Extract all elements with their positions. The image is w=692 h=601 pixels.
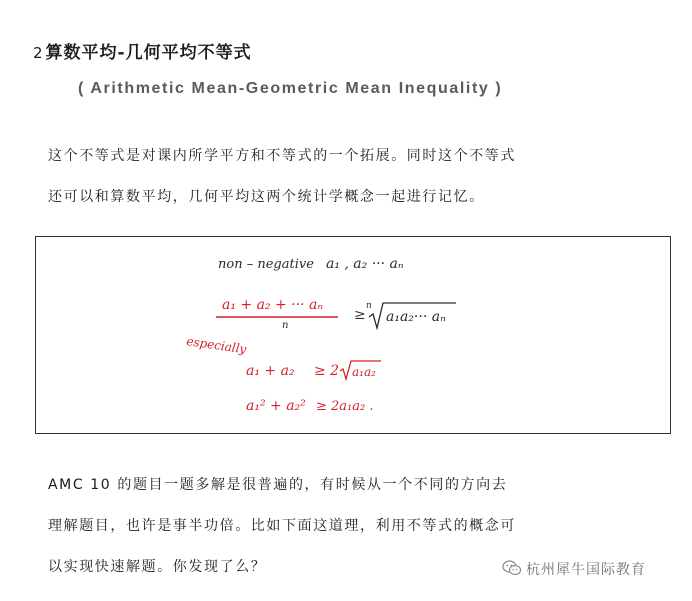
amgm-relation: ≥ bbox=[354, 307, 366, 323]
case1-lhs: a₁ + a₂ bbox=[246, 363, 295, 379]
formula-drawing bbox=[36, 237, 672, 435]
condition-label: non – negative bbox=[218, 257, 314, 272]
case2-lhs: a₁² + a₂² bbox=[246, 398, 306, 414]
case1-rhs-prefix: ≥ 2 bbox=[314, 363, 340, 379]
watermark-text: 杭州犀牛国际教育 bbox=[526, 562, 646, 578]
section-number: 2 bbox=[33, 44, 44, 62]
outro-line-2: 理解题目，也许是事半功倍。比如下面这道理，利用不等式的概念可 bbox=[48, 518, 516, 534]
condition-vars: a₁ , a₂ ··· aₙ bbox=[326, 256, 404, 272]
outro-line-1: AMC 10 的题目一题多解是很普遍的，有时候从一个不同的方向去 bbox=[48, 477, 508, 493]
outro-line-3: 以实现快速解题。你发现了么？ bbox=[48, 559, 267, 575]
intro-line-2: 还可以和算数平均，几何平均这两个统计学概念一起进行记忆。 bbox=[48, 189, 485, 205]
case2-rhs: ≥ 2a₁a₂ . bbox=[316, 399, 374, 414]
section-heading bbox=[33, 38, 252, 63]
section-title: 算数平均-几何平均不等式 bbox=[45, 43, 252, 63]
section-subtitle: ( Arithmetic Mean-Geometric Mean Inequality ) bbox=[78, 80, 503, 97]
case1-radicand: a₁a₂ bbox=[352, 365, 376, 379]
watermark bbox=[502, 559, 646, 580]
amgm-denominator: n bbox=[282, 320, 289, 331]
special-label: especially bbox=[185, 334, 248, 357]
amgm-radicand: a₁a₂··· aₙ bbox=[386, 309, 446, 325]
handwritten-formula-figure bbox=[35, 236, 671, 434]
amgm-numerator: a₁ + a₂ + ··· aₙ bbox=[222, 297, 324, 313]
wechat-icon bbox=[502, 560, 522, 580]
amgm-root-index: n bbox=[366, 301, 372, 311]
intro-line-1: 这个不等式是对课内所学平方和不等式的一个拓展。同时这个不等式 bbox=[48, 148, 516, 164]
